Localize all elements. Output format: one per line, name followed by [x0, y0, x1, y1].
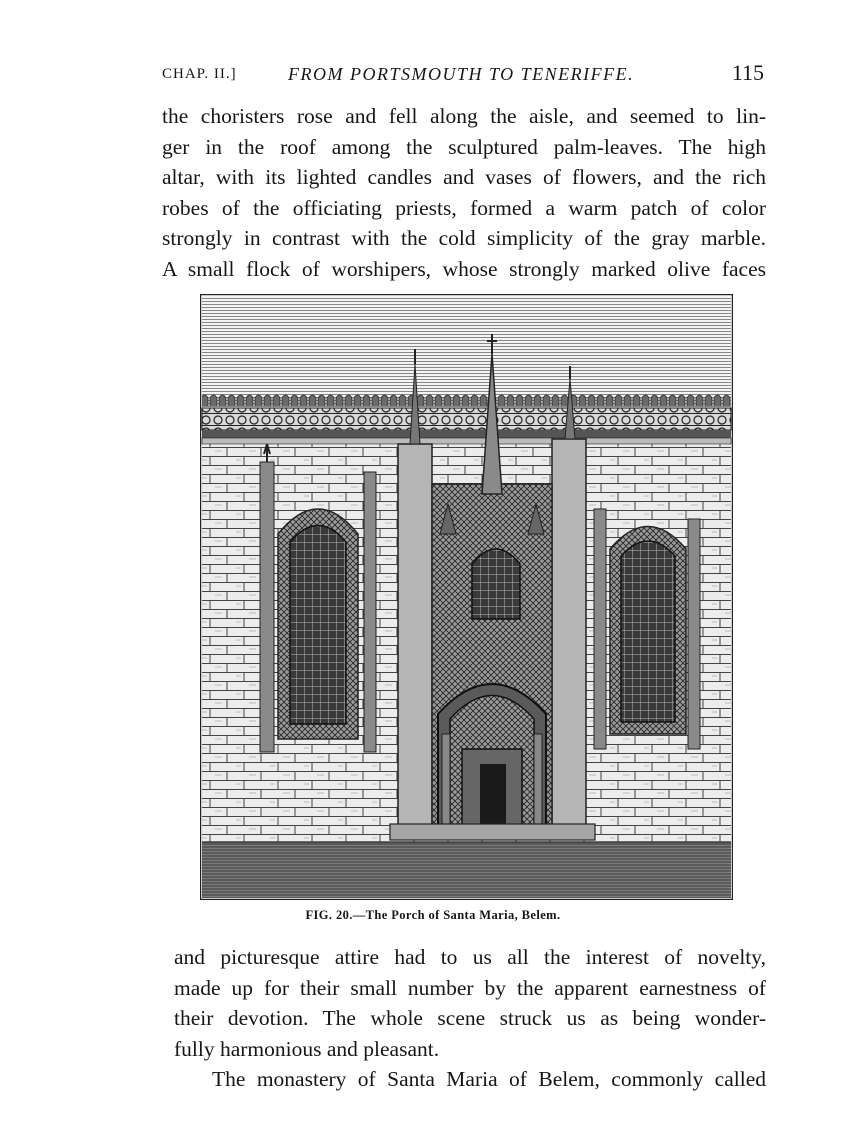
text-line: fully harmonious and pleasant.	[174, 1036, 440, 1061]
text-line: The monastery of Santa Maria of Belem, commonly called	[212, 1067, 766, 1091]
text-line: ger in the roof among the sculptured palm-leaves. The high	[162, 134, 766, 159]
engraving-illustration	[200, 294, 733, 900]
running-header	[162, 60, 766, 90]
text-line: the choristers rose and fell along the aisle, and seemed to lin-	[162, 104, 766, 128]
paragraph-bottom	[174, 942, 766, 1064]
text-line: their devotion. The whole scene struck us as being wonder-	[174, 1006, 766, 1030]
text-line: A small flock of worshipers, whose strongly marked olive faces	[162, 256, 766, 281]
paragraph-top	[162, 101, 766, 284]
text-line: robes of the officiating priests, formed a warm patch of color	[162, 195, 766, 220]
paragraph-next	[174, 1064, 766, 1095]
figure-caption: FIG. 20.—The Porch of Santa Maria, Belem.	[305, 908, 561, 922]
text-line: strongly in contrast with the cold simplicity of the gray marble.	[162, 226, 766, 250]
text-line: altar, with its lighted candles and vases of flowers, and the rich	[162, 165, 766, 189]
text-line: and picturesque attire had to us all the interest of novelty,	[174, 945, 766, 969]
page-number: 115	[731, 60, 764, 85]
text-line: made up for their small number by the apparent earnestness of	[174, 975, 766, 1000]
figure-porch-engraving	[200, 294, 733, 900]
running-title: FROM PORTSMOUTH TO TENERIFFE.	[288, 64, 635, 84]
chapter-label: CHAP. II.]	[162, 66, 237, 82]
